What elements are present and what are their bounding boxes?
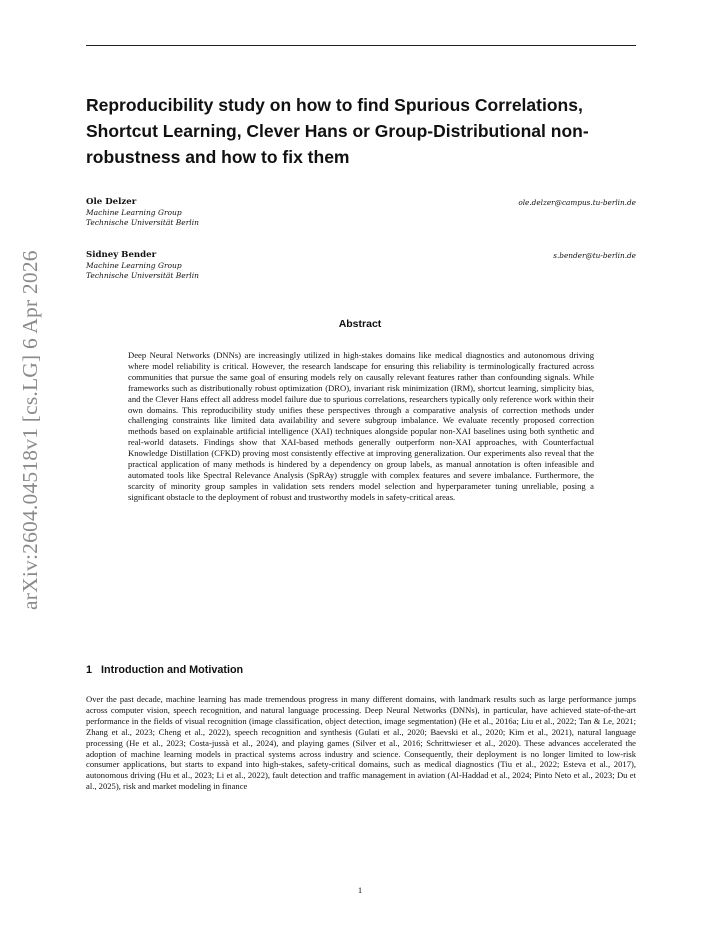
section-title: Introduction and Motivation (101, 664, 244, 676)
abstract-text: Deep Neural Networks (DNNs) are increasingly utilized in high-stakes domains like medical diagnostics and autonomous driving where model reliability is critical. However, the research landscape for ensuring this reliability is terminologically fractured across communities that pursue the same goal of ensuring models rely on causally relevant features rather than confounding signals. While frameworks such as distributionally robust optimization (DRO), invariant risk minimization (IRM), shortcut learning, simplicity bias, and the Clever Hans effect all address model failure due to spurious correlations, researchers typically only reference work within their own domains. This reproducibility study unifies these perspectives through a comparative analysis of correction methods under challenging constraints like limited data availability and severe subgroup imbalance. We evaluate recently proposed correction methods based on explainable artificial intelligence (XAI) techniques alongside popular non-XAI baselines using both synthetic and real-world datasets. Findings show that XAI-based methods generally outperform non-XAI approaches, with Counterfactual Knowledge Distillation (CFKD) proving most consistently effective at improving generalization. Our experiments also reveal that the practical application of many methods is hindered by a dependency on group labels, as manual annotation is often infeasible and automated tools like Spectral Relevance Analysis (SpRAy) struggle with complex features and severe imbalance. Furthermore, the scarcity of minority group samples in validation sets renders model selection and hyperparameter tuning unreliable, posing a significant obstacle to the deployment of robust and trustworthy models in safety-critical areas. (128, 350, 594, 502)
section-text: Over the past decade, machine learning has made tremendous progress in many different domains, with landmark results such as large performance jumps across computer vision, speech recognition, and natural language processing. Deep Neural Networks (DNNs), in particular, have achieved state-of-the-art performance in the fields of visual recognition (image classification, object detection, image segmentation) (He et al., 2016a; Liu et al., 2022; Tan & Le, 2021; Zhang et al., 2023; Cheng et al., 2022), speech recognition and synthesis (Gulati et al., 2020; Baevski et al., 2020; Kim et al., 2021), natural language processing (He et al., 2023; Costa-jussà et al., 2024), and playing games (Silver et al., 2016; Schrittwieser et al., 2020). These advances accelerated the adoption of machine learning models in practical systems across industry and science. Consequently, their deployment is no longer limited to low-risk consumer applications, but starts to expand into high-stakes, safety-critical domains, such as medical diagnostics (Tiu et al., 2022; Esteva et al., 2017), autonomous driving (Hu et al., 2023; Li et al., 2022), fault detection and traffic management in aviation (Al-Haddad et al., 2024; Pinto Neto et al., 2023; Du et al., 2025), risk and market modeling in finance (86, 694, 636, 792)
section-heading (86, 664, 243, 676)
author-email[interactable]: ole.delzer@campus.tu-berlin.de (518, 198, 636, 207)
author-email[interactable]: s.bender@tu-berlin.de (553, 251, 636, 260)
author-institution: Technische Universität Berlin (86, 218, 199, 227)
section-number: 1 (86, 664, 93, 676)
page-number: 1 (357, 885, 363, 895)
header-rule (86, 45, 636, 46)
author-group: Machine Learning Group (86, 261, 182, 270)
author-institution: Technische Universität Berlin (86, 271, 199, 280)
abstract-heading: Abstract (338, 318, 382, 330)
paper-title: Reproducibility study on how to find Spurious Correlations, Shortcut Learning, Clever Hans or Group-Distributional non-robustness and how to fix them (86, 95, 589, 167)
arxiv-identifier-stamp: arXiv:2604.04518v1 [cs.LG] 6 Apr 2026 (18, 250, 42, 610)
author-block (86, 250, 636, 281)
author-group: Machine Learning Group (86, 208, 182, 217)
author-block (86, 197, 636, 228)
author-name: Ole Delzer (86, 197, 137, 207)
author-name: Sidney Bender (86, 250, 157, 260)
